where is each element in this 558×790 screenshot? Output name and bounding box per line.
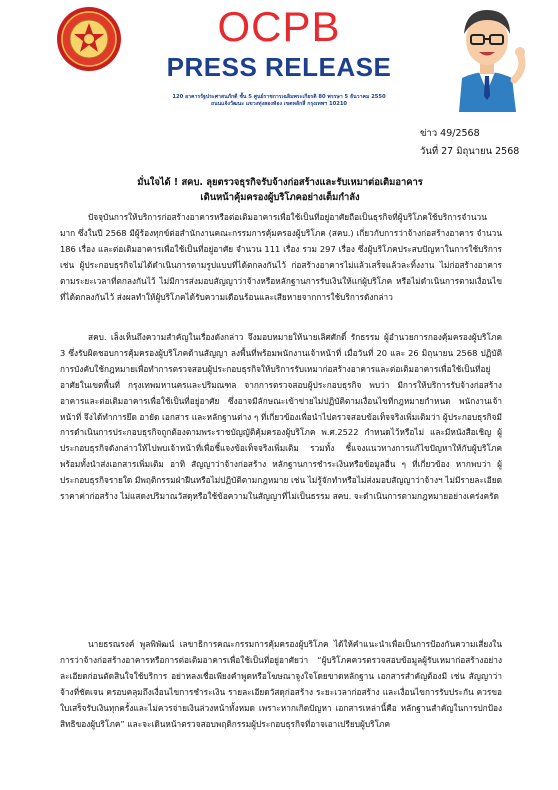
press-release-header <box>0 0 558 118</box>
press-release-title: PRESS RELEASE <box>166 52 392 82</box>
headline <box>60 175 500 205</box>
headline-line-2: เดินหน้าคุ้มครองผู้บริโภคอย่างเต็มกำลัง <box>200 192 360 203</box>
news-number: ข่าว 49/2568 <box>420 128 480 139</box>
news-date: วันที่ 27 มิถุนายน 2568 <box>420 146 520 157</box>
ocpb-brand-title: OCPB <box>217 3 341 50</box>
headline-line-1: มั่นใจได้ ! สคบ. ลุยตรวจธุรกิจรับจ้างก่อสร้างและรับเหมาต่อเติมอาคาร <box>137 177 423 188</box>
cartoon-mascot-icon <box>444 0 530 112</box>
body-paragraph-2: สคบ. เล็งเห็นถึงความสำคัญในเรื่องดังกล่าว จึงมอบหมายให้นายเลิศศักดิ์ รักธรรม ผู้อำนวยการกองคุ้มครองผู้บริโภค 3 ซึ่งรับผิดชอบการคุ้มครองผู้บริโภคด้านสัญญา ลงพื้นที่พร้อมพนักงานเจ้าหน้าที่ เมื่อวันที่ 20 และ 26 มิถุนายน 2568 ปฏิบัติการบังคับใช้กฎหมายเพื่อทำการตรวจสอบผู้ประกอบธุรกิจให้บริการรับเหมาก่อสร้างอาคารและต่อเติมอาคารเพื่อใช้เป็นที่อยู่อาศัยในเขตพื้นที่ กรุงเทพมหานครและปริมณฑล จากการตรวจสอบผู้ประกอบธุรกิจ พบว่า มีการให้บริการรับจ้างก่อสร้างอาคารและต่อเติมอาคารเพื่อใช้เป็นที่อยู่อาศัย ซึ่งอาจมีลักษณะเข้าข่ายไม่ปฏิบัติตามเงื่อนไขที่กฎหมายกำหนด พนักงานเจ้าหน้าที่ จึงได้ทำการยึด อายัด เอกสาร และหลักฐานต่าง ๆ ที่เกี่ยวข้องเพื่อนำไปตรวจสอบข้อเท็จจริงเพิ่มเติมว่า ผู้ประกอบธุรกิจมีการดำเนินการประกอบธุรกิจถูกต้องตามพระราชบัญญัติคุ้มครองผู้บริโภค พ.ศ.2522 กำหนดไว้หรือไม่ และมีหนังสือเชิญ ผู้ประกอบธุรกิจดังกล่าวให้ไปพบเจ้าหน้าที่เพื่อชี้แจงข้อเท็จจริงเพิ่มเติม รวมทั้ง ชี้แจงแนวทางการแก้ไขปัญหาให้กับผู้บริโภค พร้อมทั้งนำส่งเอกสารเพิ่มเติม อาทิ สัญญาว่าจ้างก่อสร้าง หลักฐานการชำระเงินหรือข้อมูลอื่น ๆ ที่เกี่ยวข้อง หากพบว่า ผู้ประกอบธุรกิจรายใด มีพฤติกรรมฝ่าฝืนหรือไม่ปฏิบัติตามกฎหมาย เช่น ไม่รู้จักทำหรือไม่ส่งมอบสัญญาว่าจ้างฯ ไม่มีรายละเอียดราคาค่าก่อสร้าง ไม่แสดงปริมาณวัสดุหรือใช้ข้อความในสัญญาที่ไม่เป็นธรรม สคบ. จะดำเนินการตามกฎหมายอย่างเคร่งครัด <box>60 332 503 502</box>
body-paragraph-1: ปัจจุบันการให้บริการก่อสร้างอาคารหรือต่อเติมอาคารเพื่อใช้เป็นที่อยู่อาศัยถือเป็นธุรกิจที่ผู้บริโภคใช้บริการจำนวนมาก ซึ่งในปี 2568 มีผู้ร้องทุกข์ต่อสำนักงานคณะกรรมการคุ้มครองผู้บริโภค (สคบ.) เกี่ยวกับการว่าจ้างก่อสร้างอาคาร จำนวน 186 เรื่อง และต่อเติมอาคารเพื่อใช้เป็นที่อยู่อาศัย จำนวน 111 เรื่อง รวม 297 เรื่อง ซึ่งผู้บริโภคประสบปัญหาในการใช้บริการ เช่น ผู้ประกอบธุรกิจไม่ได้ดำเนินการตามรูปแบบที่ได้ตกลงกันไว้ ก่อสร้างอาคารไม่แล้วเสร็จแล้วละทิ้งงาน ไม่ก่อสร้างอาคารตามระยะเวลาที่ตกลงกันไว้ ไม่มีการส่งมอบสัญญาว่าจ้างหรือหลักฐานการรับเงินให้แก่ผู้บริโภค หรือไม่ดำเนินการตามเงื่อนไขที่ได้ตกลงกันไว้ ส่งผลทำให้ผู้บริโภคได้รับความเดือนร้อนและเสียหายจากการใช้บริการดังกล่าว <box>60 212 502 302</box>
office-address <box>110 94 448 108</box>
address-line-1: 120 อาคารรัฐประศาสนภักดี ชั้น 5 ศูนย์ราชการเฉลิมพระเกียรติ 80 พรรษา 5 ธันวาคม 2550 <box>172 94 386 100</box>
body-paragraph-3: นายธรณรงค์ พูลพิพัฒน์ เลขาธิการคณะกรรมการคุ้มครองผู้บริโภค ได้ให้คำแนะนำเพื่อเป็นการป้องกันความเสี่ยงในการว่าจ้างก่อสร้างอาคารหรือการต่อเติมอาคารเพื่อใช้เป็นที่อยู่อาศัยว่า “ผู้บริโภคควรตรวจสอบข้อมูลผู้รับเหมาก่อสร้างอย่างละเอียดก่อนตัดสินใจใช้บริการ อย่าหลงเชื่อเพียงคำพูดหรือโฆษณาจูงใจโดยขาดหลักฐาน เอกสารสำคัญต้องมี เช่น สัญญาว่าจ้างที่ชัดเจน ครอบคลุมถึงเงื่อนไขการชำระเงิน รายละเอียดวัสดุก่อสร้าง ระยะเวลาก่อสร้าง และเงื่อนไขการรับประกัน ควรขอใบเสร็จรับเงินทุกครั้งและไม่ควรจ่ายเงินล่วงหน้าทั้งหมด เพราะหากเกิดปัญหา เอกสารเหล่านี้คือ หลักฐานสำคัญในการปกป้องสิทธิของผู้บริโภค” และจะเดินหน้าตรวจสอบพฤติกรรมผู้ประกอบธุรกิจที่อาจเอาเปรียบผู้บริโภค <box>60 639 502 729</box>
address-line-2: ถนนแจ้งวัฒนะ แขวงทุ่งสองห้อง เขตหลักสี่ กรุงเทพฯ 10210 <box>210 101 348 107</box>
